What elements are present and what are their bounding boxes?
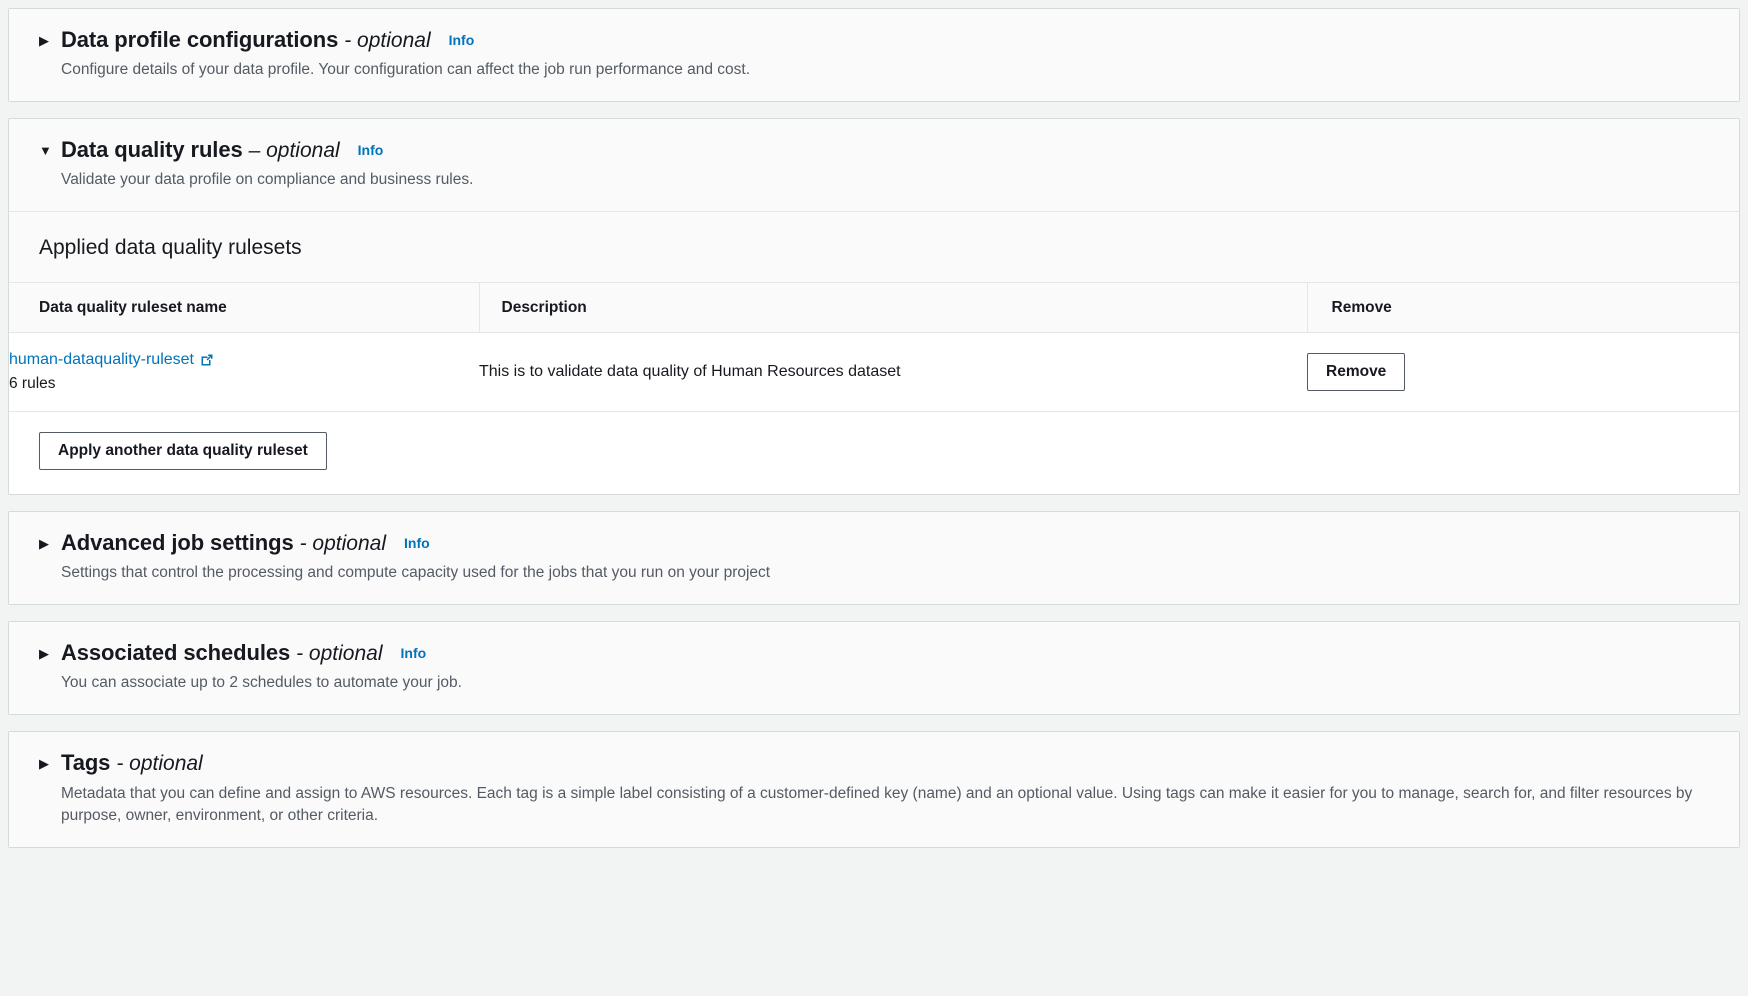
section-data-profile-configurations [8,8,1740,102]
chevron-right-icon[interactable]: ▶ [39,756,49,772]
advanced-job-header[interactable] [9,512,1739,604]
column-header-ruleset-name: Data quality ruleset name [9,282,479,332]
associated-schedules-optional-label: - optional [296,642,383,666]
advanced-job-optional-label: - optional [299,532,386,556]
table-header-row [9,282,1739,332]
tags-optional-label: - optional [116,752,203,776]
associated-schedules-description: You can associate up to 2 schedules to automate your job. [61,674,462,692]
section-tags [8,731,1740,847]
info-link-associated-schedules[interactable]: Info [400,645,427,662]
data-quality-description: Validate your data profile on compliance and business rules. [61,170,474,188]
cell-remove [1307,332,1739,411]
info-link-data-profile[interactable]: Info [448,32,475,48]
data-profile-optional-label: - optional [344,29,431,52]
chevron-down-icon[interactable]: ▼ [39,142,52,158]
column-header-remove: Remove [1307,282,1739,332]
table-row [9,332,1739,411]
data-profile-description: Configure details of your data profile. Your configuration can affect the job run performance and cost. [61,61,751,78]
apply-another-ruleset-button[interactable]: Apply another data quality ruleset [39,432,327,471]
table-body [9,332,1739,411]
associated-schedules-title: Associated schedules [61,640,291,666]
info-link-data-quality[interactable]: Info [357,141,384,158]
data-quality-title: Data quality rules [61,136,243,162]
section-advanced-job-settings [8,511,1740,605]
advanced-job-title-row [39,530,1709,556]
tags-description: Metadata that you can define and assign to AWS resources. Each tag is a simple label consisting of a customer-defined key (name) and an optional value. Using tags can make it easier for you to manage, search for, and filter resources by purpose, owner, environment, or other criteria. [61,785,1693,824]
remove-button[interactable]: Remove [1307,353,1405,392]
tags-title-row [39,750,1709,776]
tags-title: Tags [61,750,111,776]
table-head [9,282,1739,332]
chevron-right-icon[interactable]: ▶ [39,646,49,662]
section-data-quality-rules [8,118,1740,496]
advanced-job-description: Settings that control the processing and compute capacity used for the jobs that you run on your project [61,564,771,582]
advanced-job-title: Advanced job settings [61,530,294,556]
data-quality-optional-label: – optional [248,138,340,162]
rulesets-table-footer [9,412,1739,495]
info-link-advanced-job[interactable]: Info [404,535,430,552]
chevron-right-icon[interactable]: ▶ [39,33,49,48]
ruleset-link-label: human-dataquality-ruleset [9,350,194,368]
column-header-description: Description [479,282,1307,332]
section-associated-schedules [8,621,1740,715]
data-profile-title-row [39,27,1709,53]
data-quality-title-row [39,137,1709,163]
cell-ruleset-name [9,332,479,411]
associated-schedules-title-row [39,640,1709,666]
applied-rulesets-table [9,282,1739,412]
ruleset-link[interactable] [9,351,214,369]
applied-rulesets-heading: Applied data quality rulesets [9,212,1739,282]
ruleset-rules-count: 6 rules [9,374,56,392]
data-quality-header[interactable] [9,119,1739,212]
associated-schedules-header[interactable] [9,622,1739,714]
chevron-right-icon[interactable]: ▶ [39,536,49,552]
tags-header[interactable] [9,732,1739,846]
data-profile-header[interactable] [9,9,1739,101]
page-title: Data profile configurations [61,27,339,52]
cell-ruleset-description: This is to validate data quality of Human Resources dataset [479,332,1307,411]
external-link-icon [200,353,214,367]
